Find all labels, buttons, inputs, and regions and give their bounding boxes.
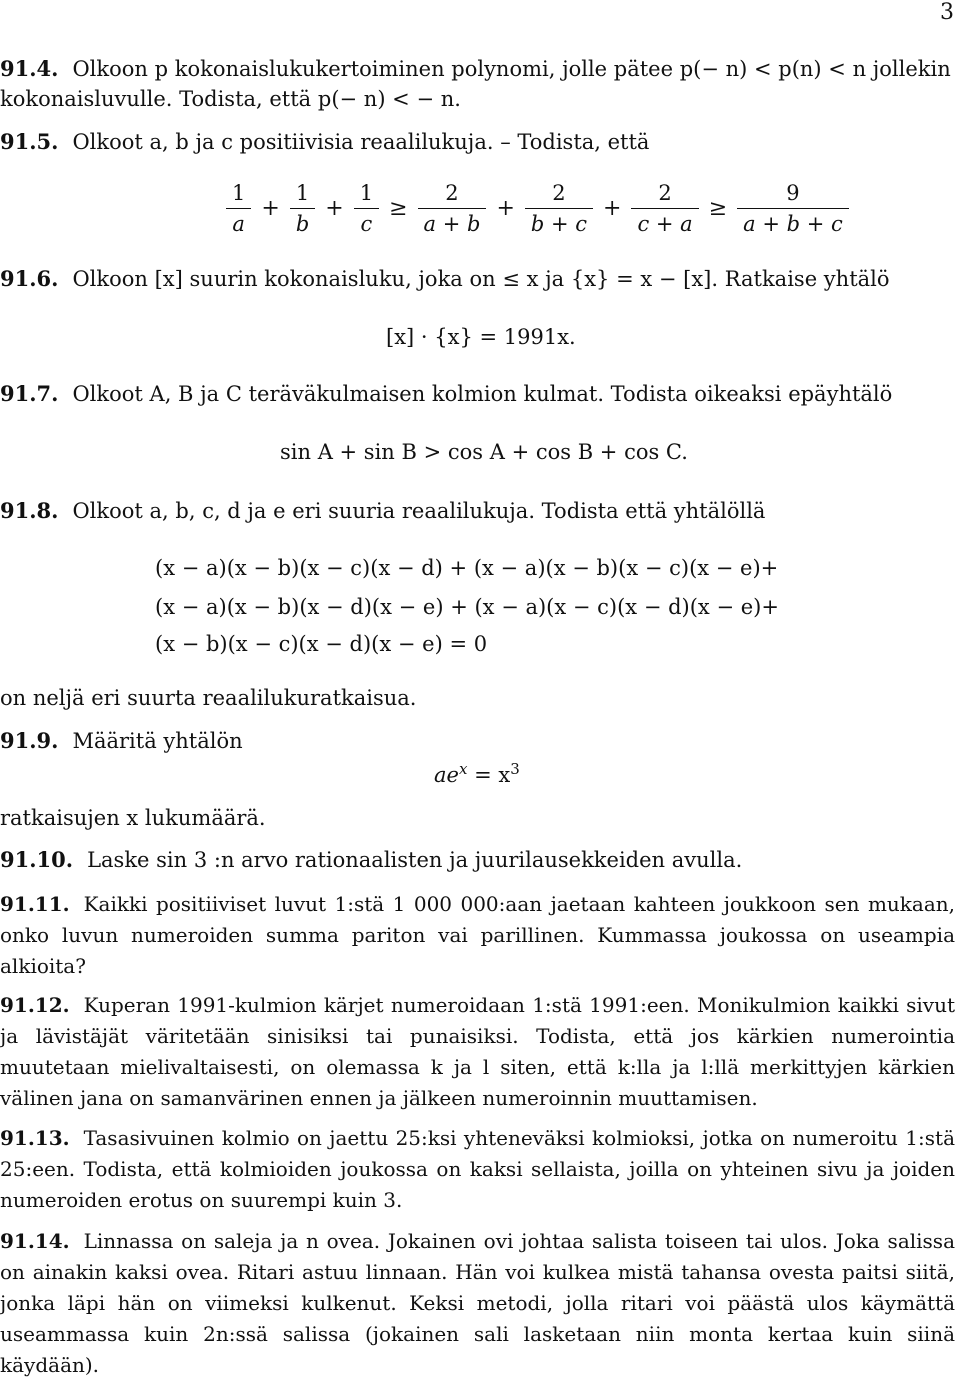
problem-text: Kaikki positiiviset luvut 1:stä 1 000 000:aan jaetaan kahteen joukkoon sen mukaan, onko luvun numeroiden summa pariton vai parillinen. Kummassa joukossa on useampia alkioita? <box>0 892 955 978</box>
fraction: $\frac{9}{a + b + c}$ <box>737 178 849 239</box>
problem-text: ratkaisujen x lukumäärä. <box>0 806 266 830</box>
problem-text: on neljä eri suurta reaalilukuratkaisua. <box>0 686 417 710</box>
equation-91-7: sin A + sin B > cos A + cos B + cos C. <box>280 440 688 464</box>
fraction: $\frac{1}{c}$ <box>354 178 379 239</box>
problem-number: 91.6. <box>0 266 59 291</box>
problem-text: kokonaisluvulle. Todista, että p(− n) < − n. <box>0 87 461 111</box>
problem-number: 91.14. <box>0 1229 70 1253</box>
problem-91-4-continued <box>0 85 960 113</box>
problem-91-6 <box>0 265 960 293</box>
problem-91-12 <box>0 990 955 1114</box>
problem-91-11 <box>0 889 955 982</box>
fraction: $\frac{2}{c + a}$ <box>631 178 698 239</box>
problem-91-9 <box>0 727 960 755</box>
problem-91-9-conclusion <box>0 804 960 832</box>
problem-number: 91.5. <box>0 129 59 154</box>
equation-line-3: (x − b)(x − c)(x − d)(x − e) = 0 <box>155 632 488 656</box>
problem-91-7 <box>0 380 960 408</box>
fraction: $\frac{2}{b + c}$ <box>525 178 593 239</box>
problem-text: Linnassa on saleja ja n ovea. Jokainen ovi johtaa salista toiseen tai ulos. Joka salissa on ainakin kaksi ovea. Ritari astuu linnaan. Hän voi kulkea mistä tahansa ovesta paitsi siitä, jonka läpi hän on viimeksi kulkenut. Keksi metodi, jolla ritari voi päästä ulos käymättä useammassa kuin 2n:ssä salissa (jokainen sali lasketaan niin monta kertaa kuin siinä käydään). <box>0 1229 955 1377</box>
fraction: $\frac{2}{a + b}$ <box>418 178 487 239</box>
equation-91-6: [x] · {x} = 1991x. <box>386 325 576 349</box>
problem-number: 91.13. <box>0 1126 70 1150</box>
problem-number: 91.10. <box>0 847 74 872</box>
problem-91-4 <box>0 55 960 83</box>
equation-line-2: (x − a)(x − b)(x − d)(x − e) + (x − a)(x − c)(x − d)(x − e)+ <box>155 595 779 619</box>
problem-number: 91.11. <box>0 892 70 916</box>
problem-91-10 <box>0 846 960 874</box>
problem-number: 91.9. <box>0 728 59 753</box>
problem-number: 91.8. <box>0 498 59 523</box>
equation-line-1: (x − a)(x − b)(x − c)(x − d) + (x − a)(x − b)(x − c)(x − e)+ <box>155 556 779 580</box>
problem-text: Tasasivuinen kolmio on jaettu 25:ksi yhteneväksi kolmioksi, jotka on numeroitu 1:stä 25:een. Todista, että kolmioiden joukossa on kaksi sellaista, joilla on yhteinen sivu ja joiden numeroiden erotus on suurempi kuin 3. <box>0 1126 955 1212</box>
problem-91-8-conclusion <box>0 684 960 712</box>
problem-91-8 <box>0 497 960 525</box>
problem-text: Olkoot A, B ja C teräväkulmaisen kolmion kulmat. Todista oikeaksi epäyhtälö <box>72 382 893 406</box>
problem-number: 91.4. <box>0 56 59 81</box>
fraction: $\frac{1}{b}$ <box>290 178 315 239</box>
problem-91-5 <box>0 128 960 156</box>
problem-text: Laske sin 3 :n arvo rationaalisten ja juurilausekkeiden avulla. <box>87 848 743 872</box>
fraction: $\frac{1}{a}$ <box>226 178 251 239</box>
problem-text: Olkoot a, b ja c positiivisia reaalilukuja. – Todista, että <box>72 130 650 154</box>
problem-text: Kuperan 1991-kulmion kärjet numeroidaan 1:stä 1991:een. Monikulmion kaikki sivut ja lävistäjät väritetään sinisiksi tai punaisiksi. Todista, että jos kärkien numerointia muutetaan mielivaltaisesti, on olemassa k ja l siten, että k:lla ja l:llä merkittyjen kärkien välinen jana on samanvärinen ennen ja jälkeen numeroinnin muuttamisen. <box>0 993 955 1110</box>
problem-text: Olkoot a, b, c, d ja e eri suuria reaalilukuja. Todista että yhtälöllä <box>72 499 766 523</box>
equation-91-9: $ae^x = x^3$ <box>434 760 520 787</box>
page-number: 3 <box>940 0 954 25</box>
problem-91-13 <box>0 1123 955 1216</box>
problem-91-14 <box>0 1226 955 1381</box>
inequality-91-5: $\frac{1}{a}$ + $\frac{1}{b}$ + $\frac{1}{c}$ ≥ $\frac{2}{a + b}$ + $\frac{2}{b + c}$ + $\frac{2}{c + a}$ ≥ $\frac{9}{a + b + c}$ <box>222 178 853 239</box>
problem-text: Määritä yhtälön <box>72 729 243 753</box>
problem-number: 91.7. <box>0 381 59 406</box>
problem-text: Olkoon [x] suurin kokonaisluku, joka on ≤ x ja {x} = x − [x]. Ratkaise yhtälö <box>72 267 890 291</box>
problem-text: Olkoon p kokonaislukukertoiminen polynomi, jolle pätee p(− n) < p(n) < n jollekin <box>72 57 951 81</box>
problem-number: 91.12. <box>0 993 70 1017</box>
